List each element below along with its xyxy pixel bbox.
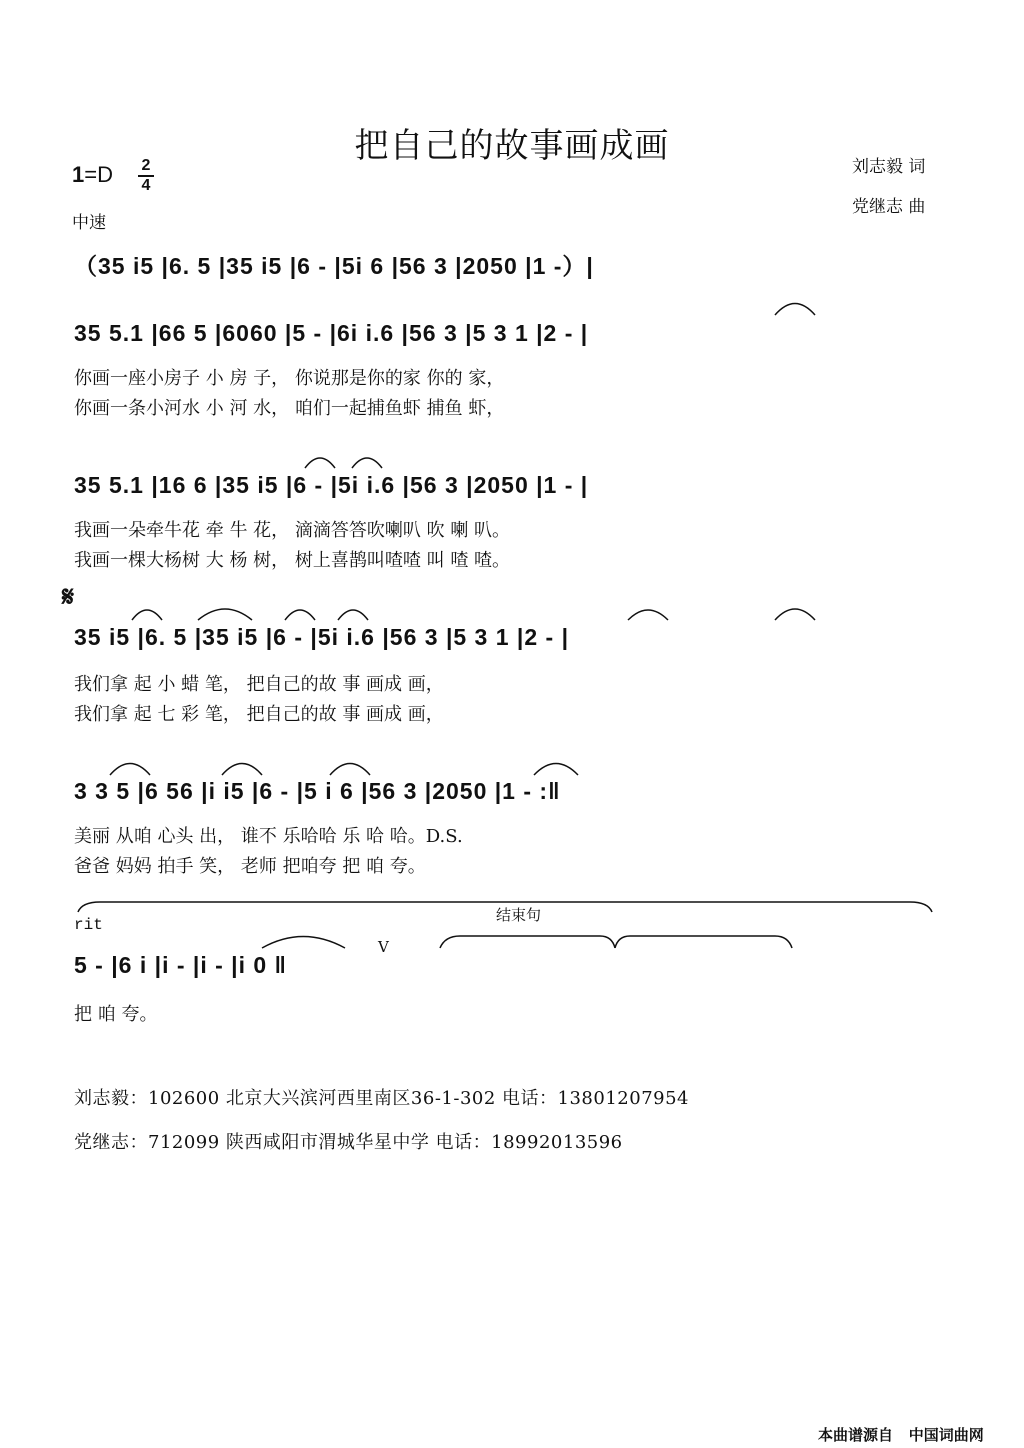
lyric-row-coda: 把 咱 夸。 xyxy=(74,1004,158,1025)
notation-row-3: 35 i5 |6. 5 |35 i5 |6 - |5i i.6 |56 3 |5 3 1 |2 - | xyxy=(74,624,570,650)
lyric-row-4-verse-2: 爸爸 妈妈 拍手 笑， 老师 把咱夸 把 咱 夸。 xyxy=(74,856,426,877)
lyricist-credit: 刘志毅 词 xyxy=(852,157,926,177)
footer-source xyxy=(818,1424,984,1445)
time-signature-bottom: 4 xyxy=(141,177,151,194)
slur-row2-i5 xyxy=(352,458,382,468)
key-note: =D xyxy=(84,162,113,187)
ending-label: 结束句 xyxy=(496,906,542,924)
lyric-row-3-verse-2: 我们拿 起 七 彩 笔， 把自己的故 事 画成 画， xyxy=(74,704,444,725)
time-signature xyxy=(138,158,154,194)
slur-row4-35 xyxy=(110,764,150,776)
slur-coda-6i xyxy=(262,937,345,949)
lyric-row-2-verse-2: 我画一棵大杨树 大 杨 树， 树上喜鹊叫喳喳 叫 喳 喳。 xyxy=(74,550,511,571)
contact-composer: 党继志：712099 陕西咸阳市渭城华星中学 电话：18992013596 xyxy=(74,1132,623,1153)
key-signature xyxy=(72,162,113,188)
lyric-row-4-verse-1: 美丽 从咱 心头 出， 谁不 乐哈哈 乐 哈 哈。D.S. xyxy=(74,826,463,847)
key-tonic: 1 xyxy=(72,162,85,187)
slur-row3-i5 xyxy=(132,610,162,620)
notation-row-coda: 5 - |6 i |i - |i - |i 0 ‖ xyxy=(74,952,287,978)
breath-mark: V xyxy=(378,938,389,956)
composer-credit: 党继志 曲 xyxy=(852,197,926,217)
lyric-row-3-verse-1: 我们拿 起 小 蜡 笔， 把自己的故 事 画成 画， xyxy=(74,674,444,695)
lyric-row-1-verse-1: 你画一座小房子 小 房 子， 你说那是你的家 你的 家， xyxy=(74,368,505,389)
contact-lyricist: 刘志毅：102600 北京大兴滨河西里南区36-1-302 电话：13801207954 xyxy=(74,1088,690,1109)
footer-source-label: 本曲谱源自 xyxy=(818,1426,894,1444)
slur-row4-i5 xyxy=(330,764,370,776)
segno-sign: 𝄋 xyxy=(62,580,75,613)
slur-row4-i6 xyxy=(534,764,578,776)
slur-row3-i5b xyxy=(338,610,368,620)
slur-row4-56 xyxy=(222,764,262,776)
footer-site: 中国词曲网 xyxy=(908,1426,984,1444)
ritardando-marking: rit xyxy=(74,916,103,934)
lyric-row-1-verse-2: 你画一条小河水 小 河 水， 咱们一起捕鱼虾 捕鱼 虾， xyxy=(74,398,505,419)
slur-row3-35 xyxy=(285,610,315,620)
song-title: 把自己的故事画成画 xyxy=(354,126,670,166)
slur-row3-531 xyxy=(775,609,815,620)
slur-row3-56 xyxy=(628,610,668,620)
notation-row-4: 3 3 5 |6 56 |i i5 |6 - |5 i 6 |56 3 |2050 |1 - :‖ xyxy=(74,778,561,804)
slur-row3-6-5 xyxy=(198,609,252,620)
slur-row2-35 xyxy=(305,458,335,468)
slur-row1-531 xyxy=(775,304,815,316)
lyric-row-2-verse-1: 我画一朵牵牛花 牵 牛 花， 滴滴答答吹喇叭 吹 喇 叭。 xyxy=(74,520,511,541)
time-signature-top: 2 xyxy=(141,157,151,174)
tempo-marking: 中速 xyxy=(72,213,106,233)
notation-row-2: 35 5.1 |16 6 |35 i5 |6 - |5i i.6 |56 3 |2050 |1 - | xyxy=(74,472,589,498)
notation-row-intro: （35 i5 |6. 5 |35 i5 |6 - |5i 6 |56 3 |2050 |1 -）| xyxy=(74,253,594,279)
tie-coda-2 xyxy=(615,936,792,948)
notation-row-1: 35 5.1 |66 5 |6060 |5 - |6i i.6 |56 3 |5 3 1 |2 - | xyxy=(74,320,589,346)
tie-coda-1 xyxy=(440,936,615,948)
